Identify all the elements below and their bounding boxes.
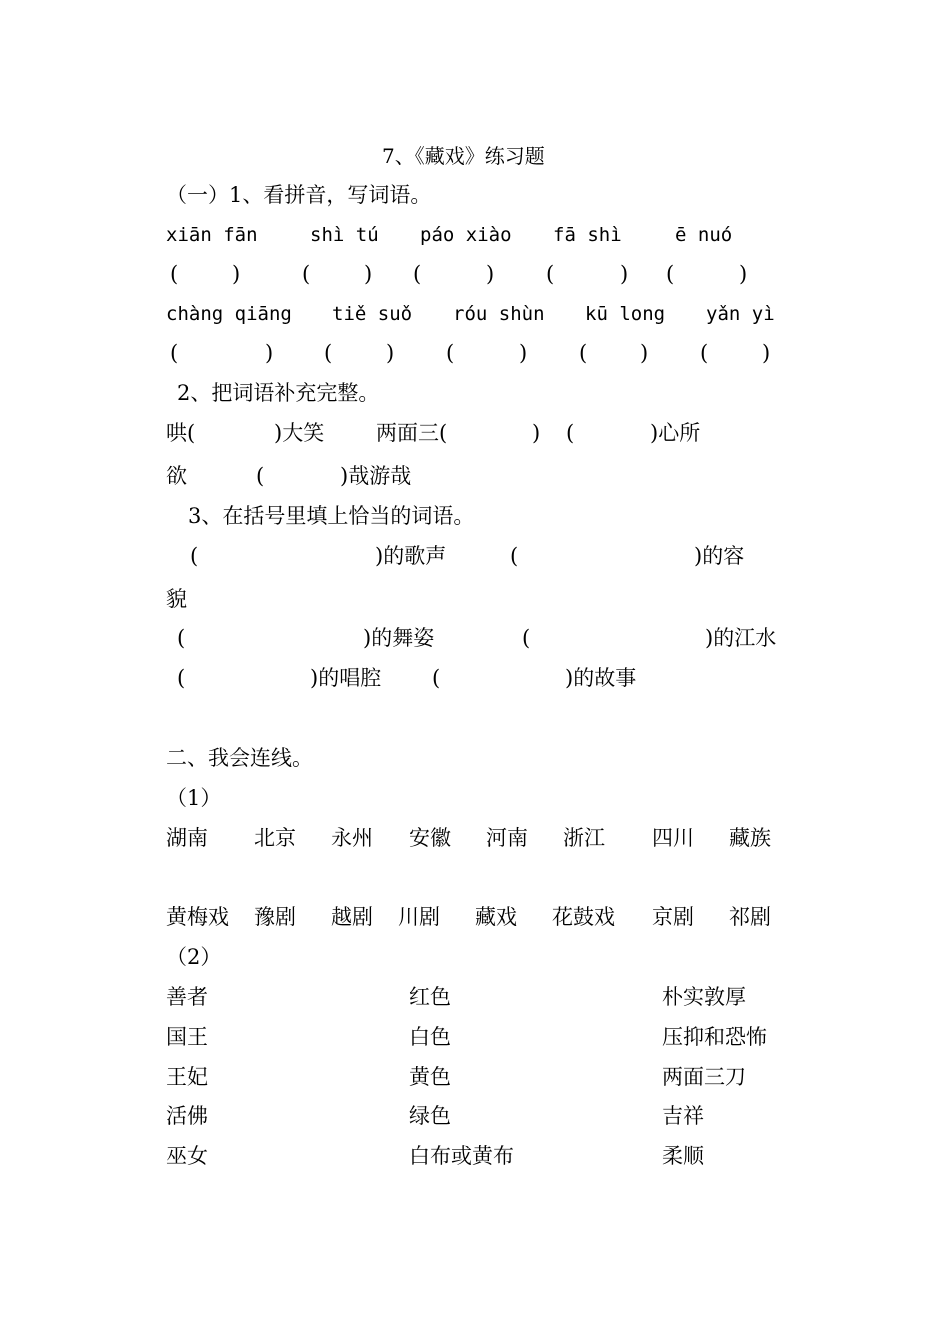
pinyin-item: yǎn yì <box>706 303 775 325</box>
pinyin-item: xiān fān <box>166 224 258 246</box>
blank-close: ) <box>762 341 771 365</box>
blank-open: ( <box>700 341 709 365</box>
idiom-part: 哄( <box>166 421 196 445</box>
pinyin-item: ē nuó <box>675 224 733 246</box>
fill-part: ( <box>177 666 186 690</box>
trait-item: 两面三刀 <box>662 1065 746 1089</box>
role-item: 国王 <box>166 1025 208 1049</box>
blank-close: ) <box>620 262 629 286</box>
blank-open: ( <box>666 262 675 286</box>
pinyin-item: róu shùn <box>453 303 545 325</box>
part-2-label: （2） <box>166 945 222 969</box>
idiom-part: ) <box>532 421 541 445</box>
fill-part: ( <box>522 626 531 650</box>
idiom-part: )心所 <box>650 421 701 445</box>
opera-item: 祁剧 <box>729 905 771 929</box>
blank-open: ( <box>413 262 422 286</box>
trait-item: 朴实敦厚 <box>662 985 746 1009</box>
blank-close: ) <box>640 341 649 365</box>
idiom-part: 两面三( <box>376 421 448 445</box>
blank-close: ) <box>265 341 274 365</box>
idiom-part: ( <box>256 464 265 488</box>
opera-item: 豫剧 <box>254 905 296 929</box>
fill-part: )的唱腔 <box>310 666 382 690</box>
color-item: 黄色 <box>409 1065 451 1089</box>
place-item: 安徽 <box>409 826 451 850</box>
blank-open: ( <box>446 341 455 365</box>
section-2-heading: 二、我会连线。 <box>166 746 313 770</box>
pinyin-item: shì tú <box>310 224 379 246</box>
fill-part: 貌 <box>166 587 187 611</box>
blank-close: ) <box>519 341 528 365</box>
role-item: 善者 <box>166 985 208 1009</box>
blank-close: ) <box>739 262 748 286</box>
place-item: 北京 <box>254 826 296 850</box>
fill-part: ( <box>432 666 441 690</box>
opera-item: 黄梅戏 <box>166 905 229 929</box>
blank-close: ) <box>364 262 373 286</box>
fill-part: )的舞姿 <box>363 626 435 650</box>
pinyin-item: kū long <box>585 303 666 325</box>
opera-item: 花鼓戏 <box>552 905 615 929</box>
place-item: 永州 <box>331 826 373 850</box>
fill-part: )的江水 <box>705 626 777 650</box>
question-2-heading: 2、把词语补充完整。 <box>177 381 380 405</box>
blank-open: ( <box>170 262 179 286</box>
blank-open: ( <box>546 262 555 286</box>
place-item: 四川 <box>652 826 694 850</box>
pinyin-item: fā shì <box>553 224 622 246</box>
color-item: 白布或黄布 <box>409 1144 514 1168</box>
opera-item: 藏戏 <box>475 905 517 929</box>
fill-part: )的歌声 <box>375 544 447 568</box>
color-item: 绿色 <box>409 1104 451 1128</box>
role-item: 王妃 <box>166 1065 208 1089</box>
fill-part: ( <box>510 544 519 568</box>
pinyin-item: chàng qiāng <box>166 303 292 325</box>
opera-item: 越剧 <box>331 905 373 929</box>
idiom-part: ( <box>566 421 575 445</box>
trait-item: 压抑和恐怖 <box>662 1025 767 1049</box>
opera-item: 京剧 <box>652 905 694 929</box>
idiom-part: 欲 <box>166 464 187 488</box>
blank-open: ( <box>302 262 311 286</box>
blank-close: ) <box>486 262 495 286</box>
fill-part: )的容 <box>694 544 745 568</box>
role-item: 巫女 <box>166 1144 208 1168</box>
blank-open: ( <box>324 341 333 365</box>
idiom-part: )哉游哉 <box>340 464 412 488</box>
page-title: 7、《藏戏》练习题 <box>382 144 545 168</box>
section-1-heading: （一）1、看拼音，写词语。 <box>166 183 432 207</box>
color-item: 白色 <box>409 1025 451 1049</box>
place-item: 河南 <box>486 826 528 850</box>
pinyin-item: páo xiào <box>420 224 512 246</box>
blank-close: ) <box>386 341 395 365</box>
idiom-part: )大笑 <box>274 421 325 445</box>
fill-part: ( <box>190 544 199 568</box>
place-item: 浙江 <box>563 826 605 850</box>
trait-item: 吉祥 <box>662 1104 704 1128</box>
question-3-heading: 3、在括号里填上恰当的词语。 <box>188 504 475 528</box>
place-item: 藏族 <box>729 826 771 850</box>
trait-item: 柔顺 <box>662 1144 704 1168</box>
part-1-label: （1） <box>166 786 222 810</box>
blank-close: ) <box>232 262 241 286</box>
blank-open: ( <box>170 341 179 365</box>
role-item: 活佛 <box>166 1104 208 1128</box>
fill-part: ( <box>177 626 186 650</box>
color-item: 红色 <box>409 985 451 1009</box>
blank-open: ( <box>579 341 588 365</box>
place-item: 湖南 <box>166 826 208 850</box>
pinyin-item: tiě suǒ <box>332 303 413 325</box>
fill-part: )的故事 <box>565 666 637 690</box>
opera-item: 川剧 <box>398 905 440 929</box>
